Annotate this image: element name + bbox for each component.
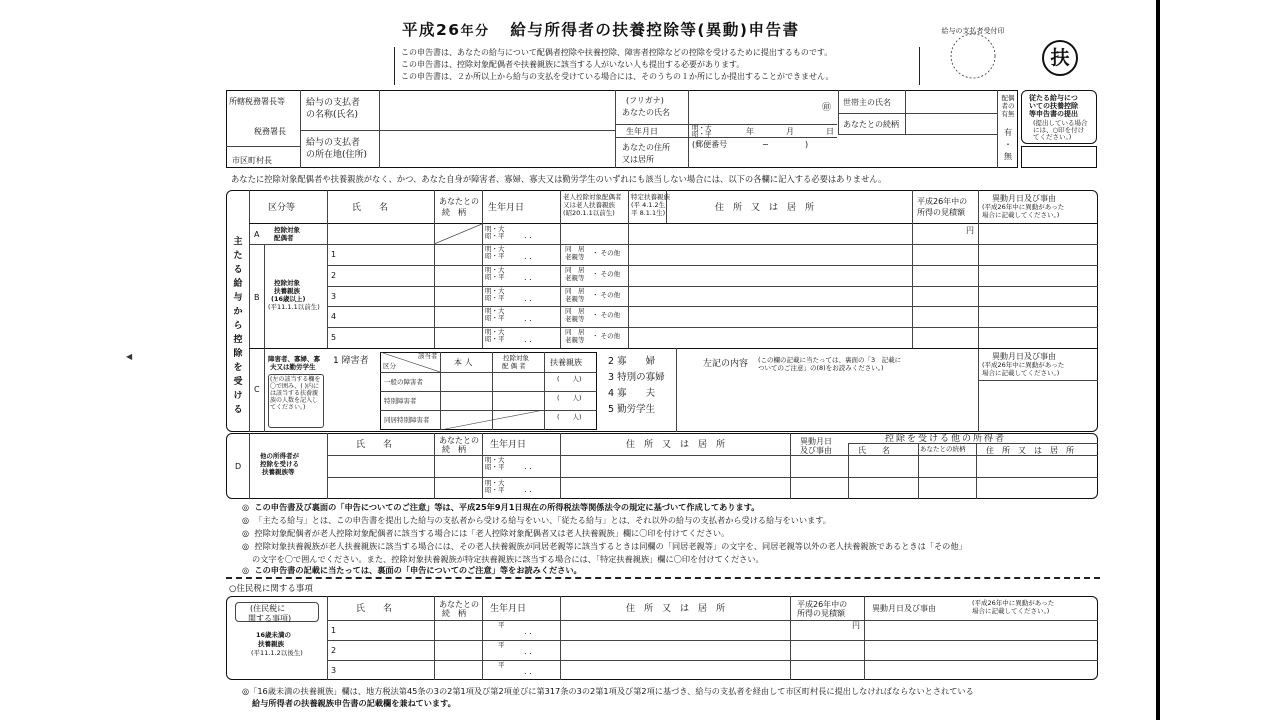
col-birthdate: 生年月日: [490, 440, 527, 450]
era-label: 昭・平: [485, 314, 505, 322]
era-label: 昭・平: [485, 335, 505, 343]
col-change: 異動月日及び事由: [872, 604, 936, 613]
main-table-side-label: 主たる給与から控除を受ける: [233, 237, 243, 415]
col-birthdate: 生年月日: [490, 604, 527, 614]
under16-label: (平11.1.2以後生): [251, 649, 303, 657]
other-earner-header: 控除を受ける他の所得者: [885, 434, 1007, 444]
col-address: 住 所 又 は 居 所: [626, 440, 726, 450]
era-label: 昭・平: [485, 486, 505, 494]
day-label: 日: [826, 127, 834, 136]
note-line: の文字を〇で囲んでください。また、控除対象扶養親族が特定扶養親族に該当する場合には、「特定扶養親族」欄に〇印を付けてください。: [252, 554, 764, 564]
previous-page-arrow-icon[interactable]: ◀: [126, 352, 133, 361]
section-d-letter: D: [235, 462, 242, 471]
postal-label: (郵便番号: [692, 140, 728, 149]
col-income: 平成26年中の: [917, 197, 968, 206]
col-change: 異動月日及び事由: [992, 352, 1056, 361]
payer-address-field[interactable]: [380, 131, 614, 167]
spouse-no-option[interactable]: 無: [1004, 152, 1012, 161]
spouse-yes-option[interactable]: 有: [1004, 128, 1012, 137]
working-student-option[interactable]: 5 勤労学生: [608, 404, 656, 415]
date-dots: . .: [524, 647, 532, 656]
other-option[interactable]: ・ その他: [592, 270, 621, 278]
householder-field[interactable]: [906, 91, 996, 112]
date-dots: . .: [524, 252, 532, 261]
cohabit-option[interactable]: 老親等: [565, 315, 585, 323]
cohabit-option[interactable]: 同 居: [565, 287, 585, 295]
era-label: 昭・平: [485, 273, 505, 281]
row-b-label: 扶養親族: [274, 287, 300, 295]
col-change: 異動月日: [800, 437, 832, 446]
col-relation: 続 柄: [442, 609, 466, 618]
date-dots: . .: [524, 485, 532, 494]
date-dots: . .: [524, 231, 532, 240]
era-label: 明・大: [485, 456, 505, 464]
dependent-row-number: 4: [331, 312, 337, 321]
note-line: ◎ この申告書の記載に当たっては、裏面の「申告についてのご注意」等をお読みください。: [242, 565, 582, 575]
payer-address-label: の所在地(住所): [306, 150, 368, 160]
date-dots: . .: [524, 294, 532, 303]
dependent-row-number: 3: [331, 292, 337, 301]
your-address-label: 又は居所: [622, 155, 654, 164]
left-details-field[interactable]: [677, 376, 977, 430]
payer-name-label: 給与の支払者: [306, 98, 361, 108]
special-widow-option[interactable]: 3 特別の寡婦: [608, 372, 665, 383]
section-d-label: 控除を受ける: [260, 460, 299, 468]
col-self: 本 人: [454, 358, 473, 367]
dependent-count-field[interactable]: ( 人): [557, 375, 582, 383]
resident-tax-heading: ○住民税に関する事項: [229, 584, 313, 594]
payer-address-label: 給与の支払者: [306, 138, 361, 148]
submission-note: てください。): [1033, 133, 1072, 141]
tax-office-chief-label: 税務署長: [254, 127, 286, 136]
era-label: 昭・平: [485, 252, 505, 260]
col-relation: 続 柄: [442, 208, 466, 217]
col-relation: あなたとの: [439, 600, 479, 609]
col-name: 氏 名: [356, 604, 393, 614]
col-address: 住 所 又 は 居 所: [626, 604, 726, 614]
date-dots: . .: [524, 314, 532, 323]
postal-dash: −: [762, 140, 769, 149]
month-label: 月: [786, 127, 794, 136]
dependent-row-number: 2: [331, 271, 337, 280]
other-earner-relation: あなたとの続柄: [920, 445, 966, 453]
instruction-text: あなたに控除対象配偶者や扶養親族がなく、かつ、あなた自身が障害者、寡婦、寡夫又は勤労学生のいずれにも該当しない場合には、以下の各欄に記入する必要はありません。: [231, 174, 887, 184]
householder-label: 世帯主の氏名: [843, 98, 891, 107]
col-relation: あなたとの: [439, 436, 479, 445]
relation-label: あなたとの続柄: [843, 120, 899, 129]
date-dots: . .: [524, 462, 532, 471]
resident-tax-label: (住民税に: [250, 604, 286, 613]
notice-line: この申告書は、控除対象配偶者や扶養親族に該当する人がいない人も提出する必要があります。: [401, 60, 745, 69]
diagonal-slash-icon: [434, 224, 482, 244]
dependent-row-number: 5: [331, 333, 337, 342]
submission-label: 等申告書の提出: [1029, 110, 1078, 118]
submission-label: 従たる給与につ: [1029, 94, 1078, 102]
col-change-note: 場合に記載してください。): [972, 607, 1050, 615]
under16-row-number: 3: [331, 666, 337, 675]
col-income: 所得の見積額: [797, 609, 845, 618]
col-dependent: 扶養親族: [550, 358, 582, 367]
era-label: 昭・平: [485, 232, 505, 240]
row-b-label: 控除対象: [274, 279, 300, 287]
row-a-label: 配偶者: [274, 234, 294, 242]
payer-name-label: の名称(氏名): [306, 110, 359, 120]
other-option[interactable]: ・ その他: [592, 311, 621, 319]
your-name-field[interactable]: [689, 91, 837, 123]
postal-close: ): [805, 140, 809, 149]
under16-label: 16歳未満の: [256, 631, 292, 639]
your-address-label: あなたの住所: [622, 143, 670, 152]
left-details-label: 左記の内容: [703, 359, 749, 369]
cohabit-option[interactable]: 老親等: [565, 274, 585, 282]
row-a-letter: A: [254, 230, 260, 239]
cohabit-option[interactable]: 同 居: [565, 266, 585, 274]
other-earner-name: 氏 名: [858, 446, 890, 455]
col-relation: あなたとの: [439, 197, 479, 206]
under16-label: 扶養親族: [258, 640, 284, 648]
birthdate-label: 生年月日: [626, 127, 658, 136]
form-title: 平成26年分 給与所得者の扶養控除等(異動)申告書: [402, 21, 800, 39]
section-d-label: 他の所得者が: [260, 452, 299, 460]
your-address-field[interactable]: [689, 150, 996, 167]
col-elder: 又は老人扶養親族: [563, 201, 615, 209]
era-label: 明・大: [692, 124, 712, 132]
tax-office-label: 所轄税務署長等: [229, 97, 285, 106]
era-label: 明・大: [485, 307, 505, 315]
col-name: 氏 名: [356, 440, 393, 450]
footer-note: ◎「16歳未満の扶養親族」欄は、地方税法第45条の3の2第1項及び第2項並びに第317条の3の2第1項及び第2項に基づき、給与の支払者を経由して市区町村長に提出しなければならないとされている: [242, 686, 974, 696]
under16-row-number: 1: [331, 626, 337, 635]
col-special: 平 8.1.1生): [631, 209, 666, 217]
row-c-label: 夫又は勤労学生: [270, 363, 316, 371]
row-c-letter: C: [254, 385, 260, 394]
receipt-stamp-icon: [938, 22, 1008, 86]
date-dots: . .: [524, 273, 532, 282]
your-name-label: あなたの氏名: [622, 108, 670, 117]
section-d-label: 扶養親族等: [262, 468, 295, 476]
cohabit-option[interactable]: 老親等: [565, 253, 585, 261]
dependent-count-field[interactable]: ( 人): [557, 413, 582, 421]
disabled-target-label: 該当者: [418, 352, 438, 360]
seal-mark: ㊞: [822, 103, 832, 113]
section-divider: [226, 577, 1100, 579]
year-label: 年: [746, 127, 754, 136]
other-option[interactable]: ・ その他: [592, 249, 621, 257]
era-label: 昭・平: [485, 294, 505, 302]
note-line: ◎ この申告書及び裏面の「申告についてのご注意」等は、平成25年9月1日現在の所得税法等関係法令の規定に基づいて作成してあります。: [242, 502, 760, 512]
submission-label: いての扶養控除: [1029, 102, 1078, 110]
col-special: (平 4.1.2生: [631, 201, 666, 209]
era-label: 明・大: [485, 245, 505, 253]
relation-field[interactable]: [906, 114, 996, 133]
col-change: (平成26年中に異動があった: [982, 203, 1065, 211]
other-earner-address: 住 所 又 は 居 所: [986, 446, 1074, 455]
era-label: 平: [498, 621, 505, 629]
viewer-scrollbar[interactable]: [1156, 0, 1160, 720]
era-label: 明・大: [485, 225, 505, 233]
city-mayor-label: 市区町村長: [232, 156, 272, 165]
yen-label: 円: [966, 226, 974, 235]
left-details-note: (この欄の記載に当たっては、裏面の「3 記載に: [758, 356, 902, 364]
cohabit-option[interactable]: 同 居: [565, 328, 585, 336]
payer-name-field[interactable]: [380, 91, 614, 129]
col-spouse-ded: 控除対象: [503, 354, 529, 362]
spouse-separator: ・: [1004, 140, 1012, 149]
date-dots: . .: [524, 335, 532, 344]
dependent-count-field[interactable]: ( 人): [557, 394, 582, 402]
col-change: 場合に記載してください。): [982, 211, 1060, 219]
col-income: 平成26年中の: [797, 600, 848, 609]
era-label: 平: [498, 661, 505, 669]
date-dots: . .: [524, 667, 532, 676]
notice-line: この申告書は、２か所以上から給与の支払を受けている場合には、そのうちの１か所にしか提出することができません。: [401, 72, 834, 81]
cohabit-option[interactable]: 同 居: [565, 307, 585, 315]
cohabit-option[interactable]: 老親等: [565, 295, 585, 303]
col-address: 住 所 又 は 居 所: [715, 203, 815, 213]
era-label: 平: [498, 641, 505, 649]
col-change: 異動月日及び事由: [992, 194, 1056, 203]
yen-label: 円: [852, 621, 860, 630]
widower-option[interactable]: 4 寡 夫: [608, 388, 656, 399]
general-disabled-label: 一般の障害者: [384, 378, 423, 386]
col-change: (平成26年中に異動があった: [982, 361, 1065, 369]
left-details-note: ついてのご注意」の(8)をお読みください。): [758, 364, 884, 372]
cohabit-option[interactable]: 老親等: [565, 336, 585, 344]
under16-row-number: 2: [331, 646, 337, 655]
era-label: 明・大: [485, 266, 505, 274]
other-option[interactable]: ・ その他: [592, 291, 621, 299]
col-elder: (昭20.1.1以前生): [563, 209, 615, 217]
row-c-note: (左の該当する欄を〇で囲み、( )内には該当する扶養親族の人数を記入してください。): [268, 374, 324, 428]
notice-line: この申告書は、あなたの給与について配偶者控除や扶養控除、障害者控除などの控除を受けるために提出するものです。: [401, 48, 833, 57]
date-dots: . .: [524, 627, 532, 636]
col-birthdate: 生年月日: [488, 203, 525, 213]
other-option[interactable]: ・ その他: [592, 332, 621, 340]
col-spouse-ded: 配 偶 者: [502, 362, 526, 370]
notice-box: [394, 47, 920, 85]
col-kubun: 区分等: [268, 203, 296, 213]
note-line: ◎ 控除対象配偶者が老人控除対象配偶者に該当する場合には「老人控除対象配偶者又は老人扶養親族」欄に〇印を付けてください。: [242, 528, 730, 538]
row-b-letter: B: [254, 293, 260, 302]
dependent-row-number: 1: [331, 250, 337, 259]
era-label: 明・大: [485, 287, 505, 295]
resident-tax-label: 関する事項): [248, 614, 292, 623]
stamp-label: 給与の支払者受付印: [941, 27, 1005, 35]
col-income: 所得の見積額: [917, 208, 965, 217]
row-b-label: (平11.1.1以前生): [268, 303, 320, 311]
spouse-label: 配偶者の有無: [1001, 94, 1015, 118]
era-label: 明・大: [485, 479, 505, 487]
note-line: ◎ 「主たる給与」とは、この申告書を提出した給与の支払者から受ける給与をいい、「従たる給与」とは、それ以外の給与の支払者から受ける給与をいいます。: [242, 515, 831, 525]
submission-note: には、○印を付け: [1033, 126, 1085, 134]
row-c-label: 障害者、寡婦、寡: [268, 355, 320, 363]
submission-note: (提出している場合: [1033, 119, 1088, 127]
special-disabled-label: 特別障害者: [384, 397, 417, 405]
col-change: 場合に記載してください。): [982, 369, 1060, 377]
col-name: 氏 名: [352, 203, 389, 213]
col-change: 及び事由: [800, 446, 832, 455]
submission-checkbox[interactable]: [1021, 146, 1097, 168]
col-relation: 続 柄: [442, 445, 466, 454]
widow-option[interactable]: 2 寡 婦: [608, 356, 656, 367]
fuyo-badge: 扶: [1042, 40, 1078, 76]
col-elder: 老人控除対象配偶者: [563, 193, 622, 201]
disabled-kubun-label: 区分: [383, 362, 396, 370]
row-b-label: (16歳以上): [271, 295, 306, 303]
spouse-name-field[interactable]: [328, 224, 433, 243]
cohabit-special-label: 同居特別障害者: [384, 416, 430, 424]
cohabit-option[interactable]: 同 居: [565, 245, 585, 253]
era-label: 明・大: [485, 328, 505, 336]
row-a-label: 控除対象: [274, 226, 300, 234]
era-label: 昭・平: [485, 463, 505, 471]
era-label: 昭・平: [692, 130, 712, 138]
col-change-note: (平成26年中に異動があった: [972, 599, 1055, 607]
note-line: ◎ 控除対象扶養親族が老人扶養親族に該当する場合には、その老人扶養親族が同居老親等に該当するときは同欄の「同居老親等」の文字を、同居老親等以外の老人扶養親族であるときは「その他」: [242, 541, 967, 551]
diagonal-slash-icon: [440, 410, 544, 430]
furigana-label: (フリガナ): [626, 96, 664, 105]
col-special: 特定扶養親族: [631, 193, 670, 201]
disabled-label: 1 障害者: [333, 356, 369, 366]
footer-note: 給与所得者の扶養親族申告書の記載欄を兼ねています。: [252, 698, 456, 708]
